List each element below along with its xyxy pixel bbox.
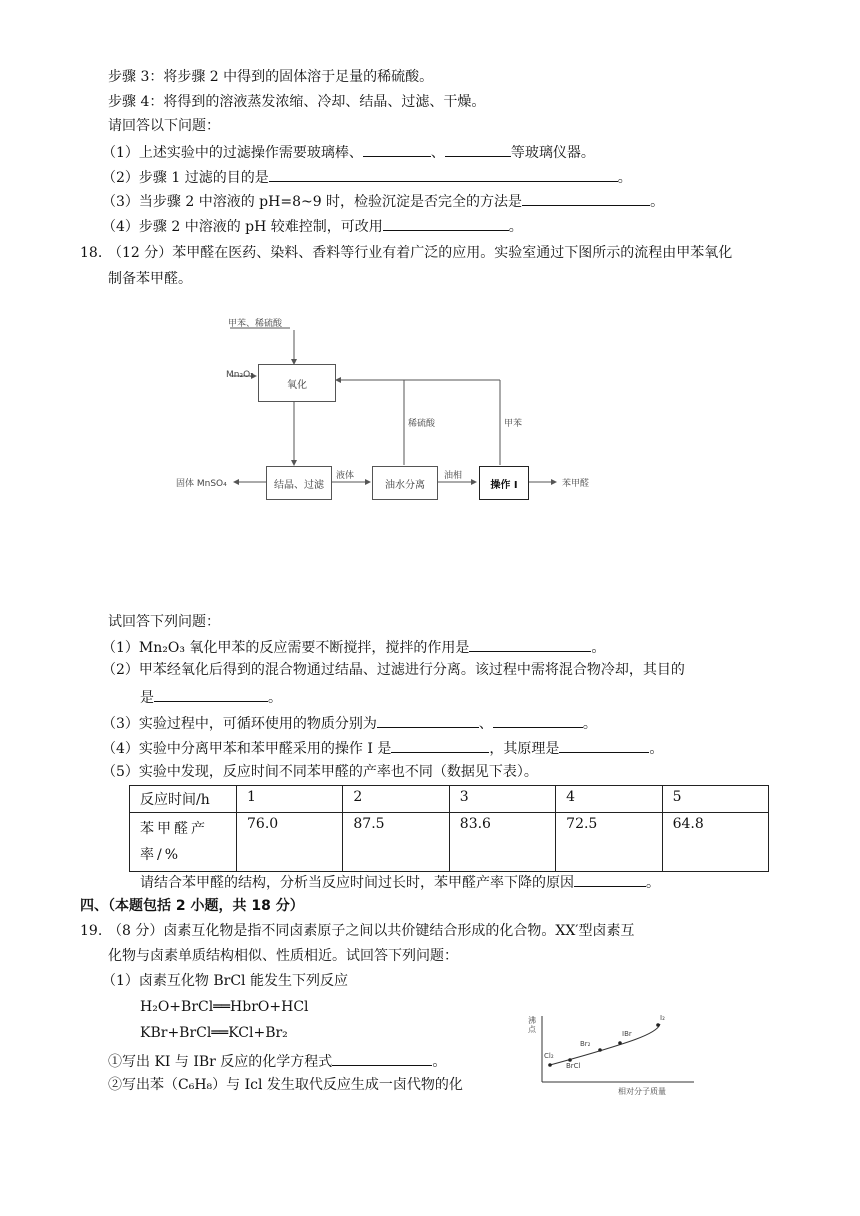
problem-18-stem: （12 分）苯甲醛在医药、染料、香料等行业有着广泛的应用。实验室通过下图所示的流程由甲苯氧化	[108, 245, 733, 261]
answer-blank[interactable]	[269, 167, 618, 182]
yield-table	[129, 785, 769, 872]
problem-18-stem-cont: 制备苯甲醛。	[108, 271, 192, 287]
point-br2	[598, 1048, 602, 1052]
answer-blank[interactable]	[493, 713, 583, 728]
answer-blank[interactable]	[559, 738, 649, 753]
point-ibr	[618, 1041, 622, 1045]
table-cell: 76.0	[237, 813, 343, 872]
answer-prompt: 请回答以下问题：	[108, 118, 220, 134]
question-3: （3）当步骤 2 中溶液的 pH=8~9 时，检验沉淀是否完全的方法是 。	[102, 191, 664, 211]
answer-blank[interactable]	[332, 1051, 432, 1066]
toluene-recycle-label: 甲苯	[504, 419, 523, 429]
answer-blank[interactable]	[522, 191, 650, 206]
equation-2: KBr+BrCl══KCl+Br₂	[140, 1025, 288, 1041]
step4-text: 步骤 4：将得到的溶液蒸发浓缩、冷却、结晶、过滤、干燥。	[108, 94, 486, 110]
process-flowchart	[170, 310, 610, 500]
sub-question-4: （4）实验中分离甲苯和苯甲醛采用的操作 I 是 ，其原理是 。	[102, 738, 663, 758]
table-cell: 4	[556, 786, 662, 813]
table-header-cell: 反应时间/h	[130, 786, 237, 813]
answer-blank[interactable]	[377, 713, 479, 728]
answer-blank[interactable]	[469, 637, 591, 652]
point-i2	[656, 1023, 660, 1027]
sub-question-2-cont: 是 。	[140, 687, 282, 707]
table-header-cell: 苯甲醛产率/%	[130, 813, 237, 872]
answer-blank[interactable]	[154, 687, 268, 702]
problem-19-item-1: ①写出 KI 与 IBr 反应的化学方程式 。	[108, 1051, 446, 1071]
answer-blank[interactable]	[383, 216, 509, 231]
table-row	[130, 786, 769, 813]
equation-1: H₂O+BrCl══HbrO+HCl	[140, 999, 309, 1015]
graph-label-ibr: IBr	[622, 1030, 632, 1038]
problem-19-stem-cont: 化物与卤素单质结构相似、性质相近。试回答下列问题：	[108, 948, 458, 964]
boiling-point-graph	[518, 1012, 696, 1100]
table-row	[130, 813, 769, 872]
oxidation-box: 氧化	[258, 364, 336, 402]
graph-label-i2: I₂	[660, 1014, 665, 1022]
table-cell: 72.5	[556, 813, 662, 872]
point-cl2	[548, 1063, 552, 1067]
operation-i-box: 操作 I	[479, 466, 529, 500]
question-4: （4）步骤 2 中溶液的 pH 较难控制，可改用 。	[102, 216, 523, 236]
section-4-heading: 四、（本题包括 2 小题，共 18 分）	[80, 898, 304, 914]
step3-text: 步骤 3：将步骤 2 中得到的固体溶于足量的稀硫酸。	[108, 69, 434, 85]
table-cell: 5	[662, 786, 768, 813]
liquid-label: 液体	[336, 471, 355, 481]
output-mnso4-label: 固体 MnSO₄	[176, 479, 227, 489]
table-cell: 2	[343, 786, 449, 813]
crystallize-filter-box: 结晶、过滤	[266, 466, 332, 500]
table-cell: 1	[237, 786, 343, 813]
answer-blank[interactable]	[574, 872, 646, 887]
dilute-acid-label: 稀硫酸	[408, 419, 436, 429]
problem-19-stem: （8 分）卤素互化物是指不同卤素原子之间以共价键结合形成的化合物。XX′型卤素互	[108, 923, 635, 939]
answer-blank[interactable]	[363, 142, 431, 157]
answer-blank[interactable]	[391, 738, 489, 753]
problem-19-number: 19.	[80, 923, 103, 939]
problem-19-item-2: ②写出苯（C₆H₈）与 Icl 发生取代反应生成一卤代物的化	[108, 1077, 463, 1093]
oil-water-separation-box: 油水分离	[372, 466, 438, 500]
oil-phase-label: 油相	[444, 471, 463, 481]
graph-x-axis-label: 相对分子质量	[618, 1087, 666, 1096]
input-toluene-acid-label: 甲苯、稀硫酸	[228, 319, 283, 329]
sub-question-2: （2）甲苯经氧化后得到的混合物通过结晶、过滤进行分离。该过程中需将混合物冷却，其目的	[102, 662, 685, 678]
graph-label-brcl: BrCl	[566, 1062, 581, 1070]
table-cell: 3	[449, 786, 555, 813]
sub-question-3: （3）实验过程中，可循环使用的物质分别为 、 。	[102, 713, 597, 733]
graph-label-br2: Br₂	[580, 1040, 591, 1048]
sub-question-5-analysis: 请结合苯甲醛的结构，分析当反应时间过长时，苯甲醛产率下降的原因 。	[140, 872, 660, 892]
table-cell: 87.5	[343, 813, 449, 872]
question-2: （2）步骤 1 过滤的目的是 。	[102, 167, 632, 187]
input-mn2o3-label: Mn₂O₃	[226, 370, 254, 380]
sub-question-1: （1）Mn₂O₃ 氧化甲苯的反应需要不断搅拌，搅拌的作用是 。	[102, 637, 605, 657]
problem-18-number: 18.	[80, 245, 103, 261]
sub-question-5: （5）实验中发现，反应时间不同苯甲醛的产率也不同（数据见下表）。	[102, 764, 538, 780]
output-benzaldehyde-label: 苯甲醛	[562, 479, 590, 489]
answer-blank[interactable]	[445, 142, 511, 157]
question-1: （1）上述实验中的过滤操作需要玻璃棒、 、 等玻璃仪器。	[102, 142, 595, 162]
table-cell: 64.8	[662, 813, 768, 872]
try-answer-text: 试回答下列问题：	[108, 614, 220, 630]
graph-label-cl2: Cl₂	[544, 1052, 554, 1060]
table-cell: 83.6	[449, 813, 555, 872]
graph-y-axis-label: 沸点	[528, 1016, 536, 1034]
problem-19-sub-1: （1）卤素互化物 BrCl 能发生下列反应	[102, 973, 348, 989]
